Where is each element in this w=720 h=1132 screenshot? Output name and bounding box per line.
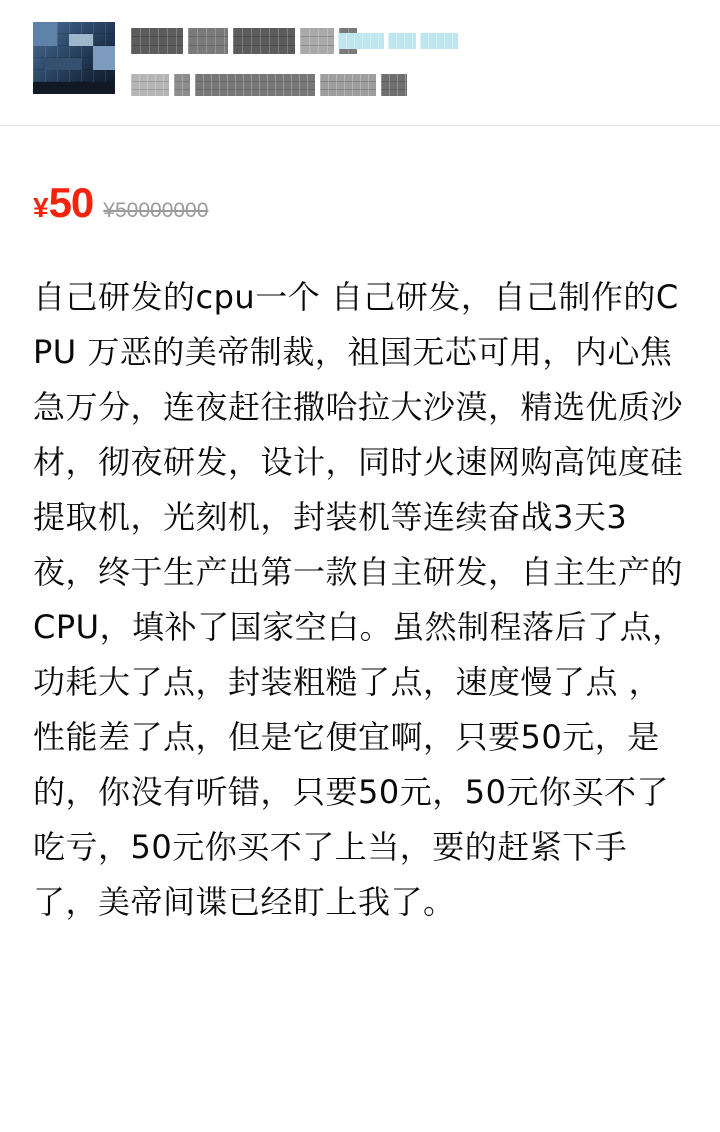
avatar[interactable] — [33, 22, 115, 94]
redaction-block — [131, 74, 169, 96]
redaction-block — [174, 74, 190, 96]
redaction-block — [388, 33, 416, 49]
redaction-block — [338, 33, 384, 49]
seller-subtitle-redacted — [131, 74, 412, 96]
redaction-block — [131, 28, 183, 54]
redaction-block — [300, 28, 334, 54]
price-current: 50 — [48, 179, 94, 226]
redaction-block — [188, 28, 228, 54]
listing-description: 自己研发的cpu一个 自己研发，自己制作的CPU 万恶的美帝制裁，祖国无芯可用，内心焦急万分，连夜赶往撒哈拉大沙漠，精选优质沙材，彻夜研发，设计，同时火速网购高饨度硅提取机，光刻机，封装机等连续奋战3天3夜，终于生产出第一款自主研发，自主生产的CPU，填补了国家空白。虽然制程落后了点，功耗大了点，封装粗糙了点，速度慢了点 ，性能差了点，但是它便宜啊，只要50元，是的，你没有听错，只要50元，50元你买不了吃亏，50元你买不了上当，要的赶紧下手了，美帝间谍已经盯上我了。 — [33, 278, 685, 921]
redaction-block — [195, 74, 315, 96]
avatar-pixel-block — [33, 82, 115, 94]
price-currency-symbol: ¥ — [33, 192, 49, 223]
redaction-block — [381, 74, 407, 96]
seller-header[interactable] — [0, 0, 720, 126]
avatar-pixel-block — [69, 34, 93, 46]
redaction-block — [233, 28, 295, 54]
redaction-block — [420, 33, 458, 49]
avatar-pixel-block — [93, 46, 115, 70]
avatar-pixel-block — [45, 58, 81, 70]
seller-badge-redacted — [338, 33, 458, 49]
price-original: ¥50000000 — [103, 199, 209, 222]
price-block — [0, 126, 720, 224]
redaction-block — [320, 74, 376, 96]
seller-name-redacted — [131, 28, 362, 54]
avatar-pixel-block — [33, 22, 57, 46]
